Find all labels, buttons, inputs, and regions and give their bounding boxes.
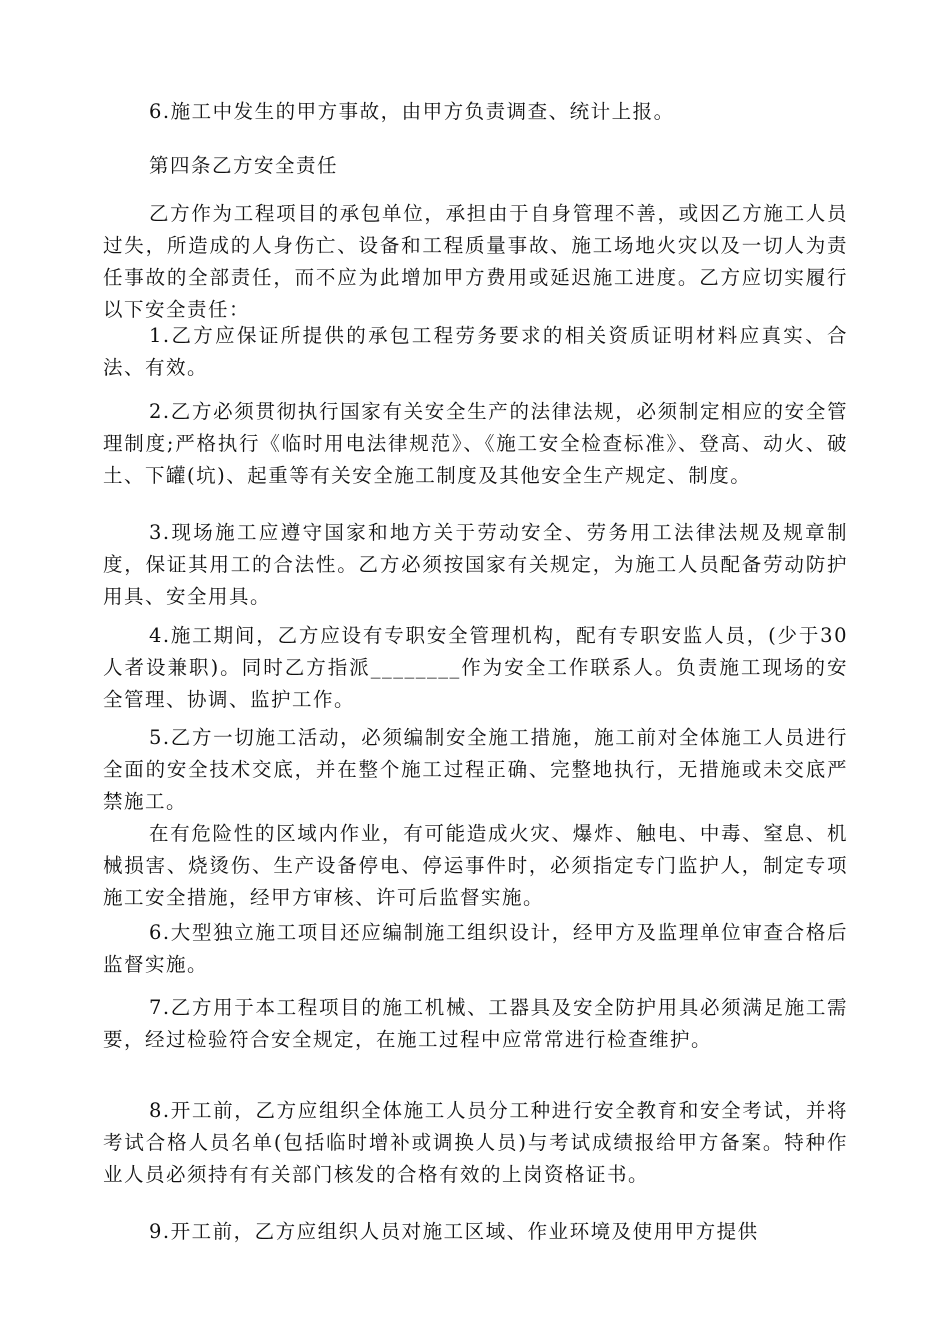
paragraph-item-1: 1.乙方应保证所提供的承包工程劳务要求的相关资质证明材料应真实、合法、有效。 [103, 324, 848, 379]
paragraph-item-5: 5.乙方一切施工活动，必须编制安全施工措施，施工前对全体施工人员进行全面的安全技术交底，并在整个施工过程正确、完整地执行，无措施或未交底严禁施工。 [103, 726, 848, 813]
paragraph-item-8: 8.开工前，乙方应组织全体施工人员分工种进行安全教育和安全考试，并将考试合格人员名单(包括临时增补或调换人员)与考试成绩报给甲方备案。特种作业人员必须持有有关部门核发的合格有效的上岗资格证书。 [103, 1099, 848, 1186]
paragraph-hazardous-area: 在有危险性的区域内作业，有可能造成火灾、爆炸、触电、中毒、窒息、机械损害、烧烫伤、生产设备停电、停运事件时，必须指定专门监护人，制定专项施工安全措施，经甲方审核、许可后监督实施。 [103, 822, 848, 909]
paragraph-item-6-construction-design: 6.大型独立施工项目还应编制施工组织设计，经甲方及监理单位审查合格后监督实施。 [103, 921, 848, 976]
paragraph-item-3: 3.现场施工应遵守国家和地方关于劳动安全、劳务用工法律法规及规章制度，保证其用工的合法性。乙方必须按国家有关规定，为施工人员配备劳动防护用具、安全用具。 [103, 521, 848, 608]
paragraph-item-9: 9.开工前，乙方应组织人员对施工区域、作业环境及使用甲方提供 [149, 1220, 759, 1243]
section-heading-article-4: 第四条乙方安全责任 [149, 154, 339, 177]
paragraph-item-6-accident-report: 6.施工中发生的甲方事故，由甲方负责调查、统计上报。 [149, 100, 675, 123]
paragraph-item-7: 7.乙方用于本工程项目的施工机械、工器具及安全防护用具必须满足施工需要，经过检验符合安全规定，在施工过程中应常常进行检查维护。 [103, 996, 848, 1051]
paragraph-item-2: 2.乙方必须贯彻执行国家有关安全生产的法律法规，必须制定相应的安全管理制度;严格执行《临时用电法律规范》、《施工安全检查标准》、登高、动火、破土、下罐(坑)、起重等有关安全施工制度及其他安全生产规定、制度。 [103, 400, 848, 487]
paragraph-item-4: 4.施工期间，乙方应设有专职安全管理机构，配有专职安监人员，(少于30人者设兼职)。同时乙方指派________作为安全工作联系人。负责施工现场的安全管理、协调、监护工作。 [103, 624, 848, 711]
paragraph-party-b-responsibility: 乙方作为工程项目的承包单位，承担由于自身管理不善，或因乙方施工人员过失，所造成的人身伤亡、设备和工程质量事故、施工场地火灾以及一切人为责任事故的全部责任，而不应为此增加甲方费用或延迟施工进度。乙方应切实履行以下安全责任： [103, 202, 848, 321]
